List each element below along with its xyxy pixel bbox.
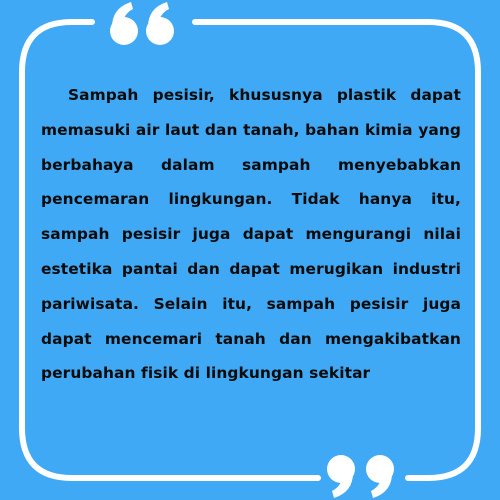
open-quote-icon <box>110 2 174 45</box>
close-quote-icon <box>327 455 394 498</box>
quote-paragraph: Sampah pesisir, khususnya plastik dapat memasuki air laut dan tanah, bahan kimia yang berbahaya dalam sampah menyebabkan pencemaran lingkungan. Tidak hanya itu, sampah pesisir juga dapat mengurangi nilai estetika pantai dan dapat merugikan industri pariwisata. Selain itu, sampah pesisir juga dapat mencemari tanah dan mengakibatkan perubahan fisik di lingkungan sekitar <box>41 86 461 383</box>
